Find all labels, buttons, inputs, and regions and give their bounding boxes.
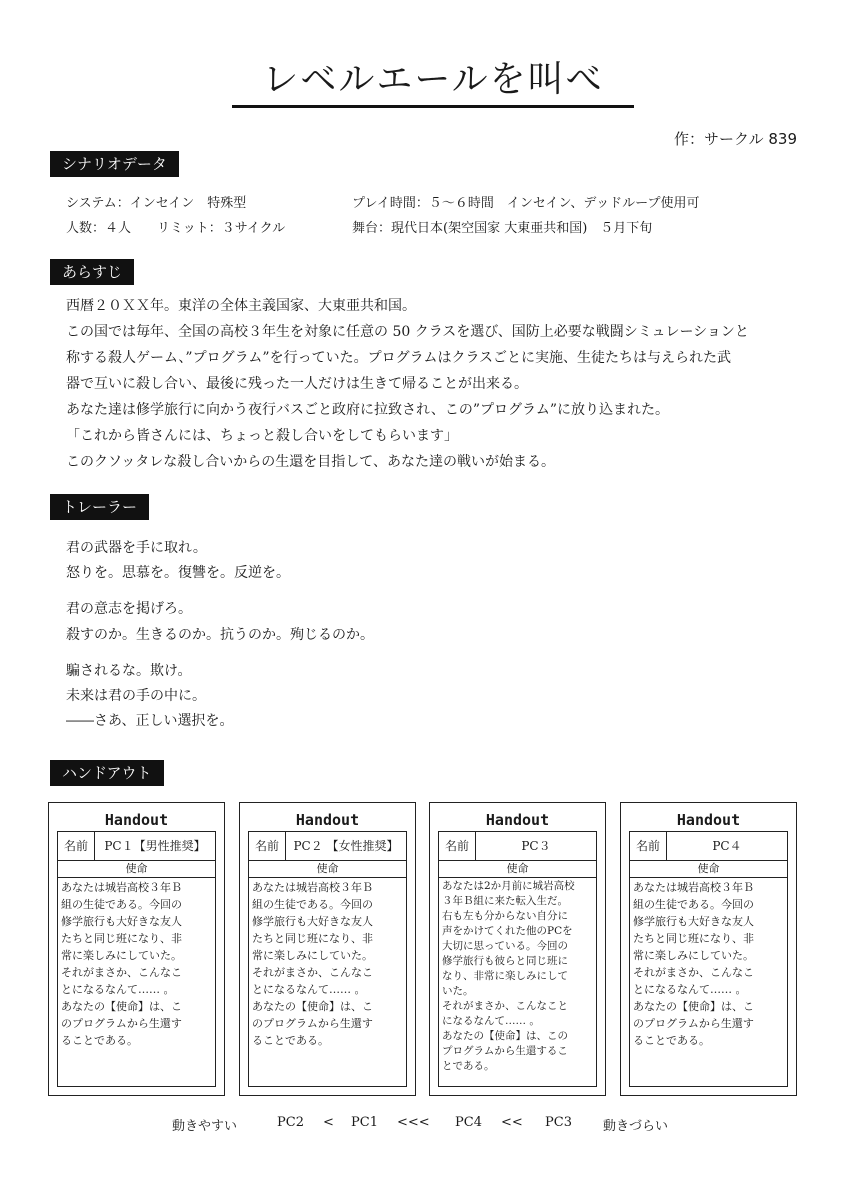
mission-line: 組の生徒である。今回の: [633, 898, 754, 911]
handout-name-row: [249, 832, 406, 861]
mission-line: 修学旅行も大好きな友人: [633, 915, 754, 928]
handout-card-body: [629, 831, 788, 1087]
scenario-players: 人数：４人 リミット：３サイクル: [66, 221, 286, 236]
ranking-operator: <<<: [397, 1115, 430, 1130]
ranking-pc1: PC1: [351, 1115, 378, 1130]
synopsis-line: あなた達は修学旅行に向かう夜行バスごと政府に拉致され、この”プログラム”に放り込まれた。: [66, 402, 670, 418]
handout-name-row: [58, 832, 215, 861]
document-title: レベルエールを叫べ: [262, 59, 604, 100]
mission-line: 組の生徒である。今回の: [252, 898, 373, 911]
trailer-line: 騙されるな。欺け。: [66, 663, 192, 679]
mission-line: 声をかけてくれた他のPCを: [442, 925, 573, 937]
mission-line: あなたの【使命】は、こ: [633, 1000, 754, 1013]
section-header-trailer: トレーラー: [50, 494, 149, 520]
synopsis-line: 西暦２０ＸＸ年。東洋の全体主義国家、大東亜共和国。: [66, 298, 416, 314]
mission-line: ３年Ｂ組に来た転入生だ。: [442, 895, 568, 907]
mission-line: あなたは城岩高校３年Ｂ: [61, 881, 182, 894]
handout-card-body: [57, 831, 216, 1087]
section-header-scenario: シナリオデータ: [50, 151, 179, 177]
handout-mission-text: [252, 879, 404, 1049]
handout-mission-label: 使命: [58, 861, 215, 878]
mission-line: なり、非常に楽しみにして: [442, 970, 568, 982]
synopsis-line: この国では毎年、全国の高校３年生を対象に任意の 50 クラスを選び、国防上必要な戦闘シミュレーションと: [66, 324, 749, 340]
mission-line: 常に楽しみにしていた。: [633, 949, 754, 962]
synopsis-line: 称する殺人ゲーム、”プログラム”を行っていた。プログラムはクラスごとに実施、生徒たちは与えられた武: [66, 350, 732, 366]
scenario-stage: 舞台：現代日本(架空国家 大東亜共和国) ５月下旬: [352, 221, 653, 236]
handout-name-row: [439, 832, 596, 861]
handout-card-title: Handout: [485, 811, 550, 829]
handout-name-value: PC３: [521, 839, 551, 853]
handout-name-value: PC１【男性推奨】: [104, 839, 206, 853]
trailer-line: 君の意志を掲げろ。: [66, 601, 192, 617]
mission-line: いた。: [442, 985, 474, 997]
handout-name-label: 名前: [58, 832, 95, 860]
ranking-easy-label: 動きやすい: [172, 1119, 238, 1134]
mission-line: プログラムから生還するこ: [442, 1045, 568, 1057]
ranking-pc4: PC4: [455, 1115, 482, 1130]
section-header-synopsis: あらすじ: [50, 259, 134, 285]
trailer-line: 怒りを。思慕を。復讐を。反逆を。: [66, 565, 290, 581]
mission-line: のプログラムから生還す: [61, 1017, 182, 1030]
synopsis-line: このクソッタレな殺し合いからの生還を目指して、あなた達の戦いが始まる。: [66, 454, 556, 470]
synopsis-line: 器で互いに殺し合い、最後に残った一人だけは生きて帰ることが出来る。: [66, 376, 528, 392]
ranking-operator: <: [323, 1115, 334, 1130]
mission-line: とである。: [442, 1060, 495, 1072]
handout-mission-label: 使命: [439, 861, 596, 878]
title-underline: [232, 105, 634, 108]
handout-card-pc3: [429, 802, 606, 1096]
mission-line: ることである。: [252, 1034, 329, 1047]
mission-line: たちと同じ班になり、非: [252, 932, 373, 945]
ranking-hard-label: 動きづらい: [603, 1119, 669, 1134]
scenario-playtime: プレイ時間：５～６時間 インセイン、デッドループ使用可: [352, 196, 700, 211]
handout-name-value: PC２ 【女性推奨】: [293, 839, 399, 853]
mission-line: それがまさか、こんなこ: [252, 966, 373, 979]
mission-line: とになるなんて…… 。: [633, 983, 747, 996]
handout-card-title: Handout: [295, 811, 360, 829]
mission-line: たちと同じ班になり、非: [61, 932, 182, 945]
handout-name-value: PC４: [712, 839, 742, 853]
handout-mission-label: 使命: [630, 861, 787, 878]
trailer-line: 殺すのか。生きるのか。抗うのか。殉じるのか。: [66, 627, 374, 643]
ranking-pc2: PC2: [277, 1115, 304, 1130]
mission-line: とになるなんて…… 。: [252, 983, 366, 996]
mission-line: 組の生徒である。今回の: [61, 898, 182, 911]
mission-line: あなたの【使命】は、この: [442, 1030, 568, 1042]
mission-line: のプログラムから生還す: [252, 1017, 373, 1030]
handout-name-label: 名前: [439, 832, 476, 860]
section-header-handout: ハンドアウト: [50, 760, 164, 786]
handout-mission-label: 使命: [249, 861, 406, 878]
synopsis-line: 「これから皆さんには、ちょっと殺し合いをしてもらいます」: [66, 428, 458, 444]
mission-line: 常に楽しみにしていた。: [61, 949, 182, 962]
handout-mission-text: [61, 879, 213, 1049]
mission-line: ることである。: [633, 1034, 710, 1047]
mission-line: あなたは城岩高校３年Ｂ: [633, 881, 754, 894]
handout-name-label: 名前: [630, 832, 667, 860]
handout-mission-text: [442, 879, 594, 1074]
mission-line: あなたの【使命】は、こ: [61, 1000, 182, 1013]
handout-card-body: [438, 831, 597, 1087]
trailer-line: 未来は君の手の中に。: [66, 688, 206, 704]
scenario-system: システム：インセイン 特殊型: [66, 196, 247, 211]
mission-line: のプログラムから生還す: [633, 1017, 754, 1030]
handout-name-label: 名前: [249, 832, 286, 860]
handout-card-pc2: [239, 802, 416, 1096]
mission-line: あなたは2か月前に城岩高校: [442, 880, 575, 892]
mission-line: 修学旅行も大好きな友人: [252, 915, 373, 928]
mission-line: 右も左も分からない自分に: [442, 910, 568, 922]
mission-line: 大切に思っている。今回の: [442, 940, 568, 952]
handout-card-pc1: [48, 802, 225, 1096]
author-credit: 作：サークル 839: [674, 130, 797, 148]
handout-card-title: Handout: [676, 811, 741, 829]
handout-card-title: Handout: [104, 811, 169, 829]
ranking-pc3: PC3: [545, 1115, 572, 1130]
mission-line: あなたの【使命】は、こ: [252, 1000, 373, 1013]
mission-line: それがまさか、こんなこ: [61, 966, 182, 979]
mission-line: それがまさか、こんなこと: [442, 1000, 568, 1012]
mission-line: ることである。: [61, 1034, 138, 1047]
handout-card-pc4: [620, 802, 797, 1096]
mission-line: たちと同じ班になり、非: [633, 932, 754, 945]
mission-line: になるなんて…… 。: [442, 1015, 540, 1027]
trailer-line: ――さあ、正しい選択を。: [66, 713, 234, 729]
ranking-operator: <<: [501, 1115, 523, 1130]
mission-line: とになるなんて…… 。: [61, 983, 175, 996]
handout-name-row: [630, 832, 787, 861]
trailer-line: 君の武器を手に取れ。: [66, 540, 207, 556]
mission-line: それがまさか、こんなこ: [633, 966, 754, 979]
mission-line: 常に楽しみにしていた。: [252, 949, 373, 962]
handout-card-body: [248, 831, 407, 1087]
handout-mission-text: [633, 879, 785, 1049]
mission-line: 修学旅行も大好きな友人: [61, 915, 182, 928]
mission-line: あなたは城岩高校３年Ｂ: [252, 881, 373, 894]
mission-line: 修学旅行も彼らと同じ班に: [442, 955, 568, 967]
